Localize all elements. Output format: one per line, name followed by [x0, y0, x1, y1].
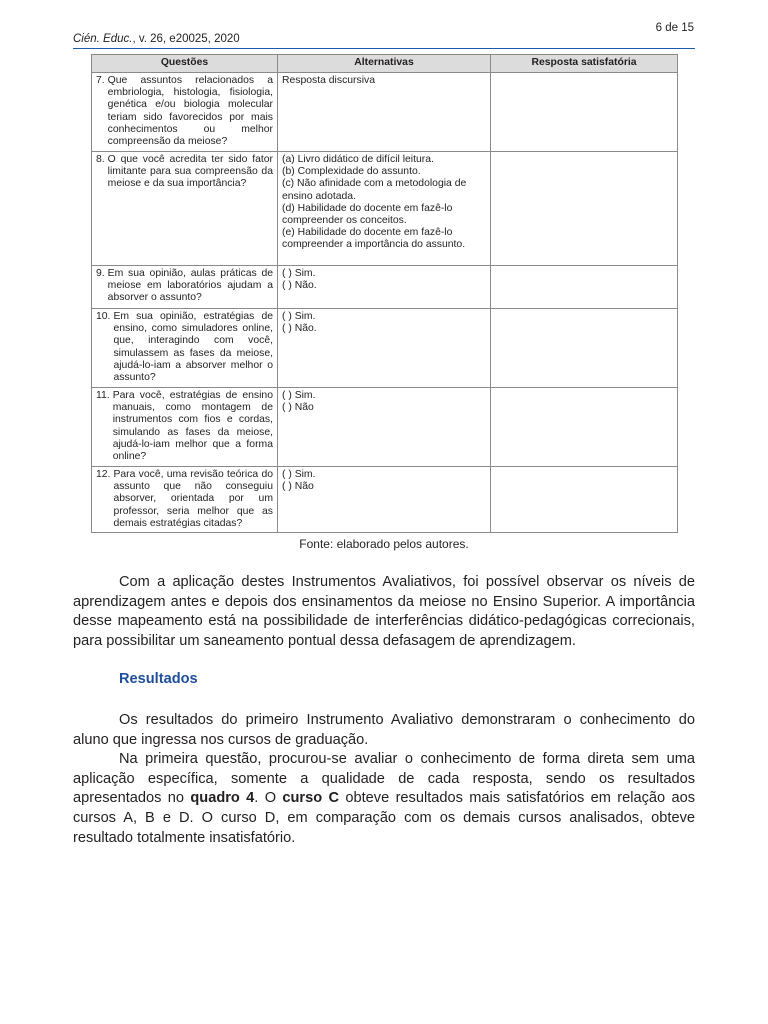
- alternative-item: ( ) Não.: [282, 280, 317, 292]
- course-reference: curso C: [282, 790, 340, 807]
- question-text: Que assuntos relacionados a embriologia, histologia, fisiologia, genética e/ou biologia molecular teriam sido favorecidos por mais conhecimentos ou melhor compreensão da meiose?: [107, 75, 273, 148]
- alternatives-cell: [278, 152, 491, 266]
- answer-cell: [491, 467, 678, 533]
- paragraph-text: Os resultados do primeiro Instrumento Avaliativo demonstraram o conhecimento do aluno que ingressa nos cursos de graduação.: [73, 712, 695, 748]
- alternatives-cell: [278, 73, 491, 152]
- paragraph-segment: obteve resultados mais satisfatórios em relação aos cursos A, B e D. O curso D, em comparação com os demais cursos analisados, obteve resultado totalmente insatisfatório.: [73, 790, 695, 846]
- alternative-item: ( ) Não: [282, 402, 314, 414]
- alternative-item: ( ) Sim.: [282, 469, 316, 480]
- alternatives-cell: [278, 309, 491, 388]
- question-text: Em sua opinião, aulas práticas de meiose em laboratórios ajudam a absorver o assunto?: [107, 268, 273, 304]
- question-cell: [92, 152, 278, 266]
- paragraph-text: [73, 750, 695, 848]
- question-text: O que você acredita ter sido fator limitante para sua compreensão da meiose e da sua importância?: [107, 154, 273, 190]
- alternatives-cell: [278, 388, 491, 467]
- header-divider: [73, 48, 695, 49]
- question-cell: [92, 73, 278, 152]
- journal-title: Cién. Educ.: [73, 33, 133, 45]
- alternative-item: ( ) Não.: [282, 323, 317, 335]
- answer-cell: [491, 309, 678, 388]
- alternative-item: (a) Livro didático de difícil leitura.: [282, 154, 434, 165]
- table-header-row: [92, 55, 678, 73]
- question-number: 12.: [96, 469, 111, 480]
- answer-cell: [491, 388, 678, 467]
- alternative-item: (d) Habilidade do docente em fazê-lo compreender os conceitos.: [282, 202, 453, 227]
- alternative-item: (c) Não afinidade com a metodologia de ensino adotada.: [282, 178, 467, 202]
- paragraph-segment: . O: [254, 790, 283, 807]
- page-number: 6 de 15: [655, 22, 694, 34]
- question-cell: [92, 467, 278, 533]
- alternative-item: (e) Habilidade do docente em fazê-lo compreender a importância do assunto.: [282, 227, 466, 251]
- table-row: [92, 152, 678, 266]
- question-text: Para você, estratégias de ensino manuais, como montagem de instrumentos com fios e cordas, simulando as fases da meiose, ajudá-lo-iam melhor que a forma online?: [112, 390, 273, 463]
- alternative-item: ( ) Sim.: [282, 311, 316, 322]
- quadro-reference: quadro 4: [190, 790, 255, 807]
- question-number: 9.: [96, 268, 105, 279]
- alternative-item: (b) Complexidade do assunto.: [282, 166, 421, 178]
- table-caption: Fonte: elaborado pelos autores.: [299, 537, 469, 551]
- alternative-item: ( ) Sim.: [282, 268, 316, 279]
- question-text: Em sua opinião, estratégias de ensino, como simuladores online, que, interagindo com você, simulassem as fases da meiose, ajudá-lo-iam a absorver melhor o assunto?: [113, 311, 273, 384]
- journal-citation: [73, 33, 240, 45]
- question-cell: [92, 266, 278, 309]
- alternatives-cell: [278, 467, 491, 533]
- question-number: 10.: [96, 311, 111, 322]
- paragraph-text: Com a aplicação destes Instrumentos Avaliativos, foi possível observar os níveis de aprendizagem antes e depois dos ensinamentos da meiose no Ensino Superior. A importância desse mapeamento está na possibilidade de interferências didático-pedagógicas correcionais, para possibilitar um saneamento pontual dessa defasagem de aprendizagem.: [73, 574, 695, 649]
- question-cell: [92, 388, 278, 467]
- question-number: 11.: [96, 390, 110, 401]
- answer-cell: [491, 152, 678, 266]
- paragraph-segment: Na primeira questão, procurou-se avaliar o conhecimento de forma direta sem uma aplicação específica, somente a qualidade de cada resposta, sendo os resultados apresentados no: [73, 751, 695, 807]
- body-paragraph-1: [73, 573, 695, 651]
- header-questoes: Questões: [92, 55, 278, 73]
- table-row: [92, 467, 678, 533]
- alternatives-cell: [278, 266, 491, 309]
- question-number: 8.: [96, 154, 105, 165]
- alternative-item: ( ) Sim.: [282, 390, 316, 401]
- question-number: 7.: [96, 75, 105, 86]
- questionnaire-table: [91, 54, 678, 533]
- answer-cell: [491, 266, 678, 309]
- question-text: Para você, uma revisão teórica do assunto que não conseguiu absorver, orientada por um professor, seria melhor que as demais estratégias citadas?: [113, 469, 273, 529]
- section-heading-resultados: Resultados: [119, 671, 198, 687]
- alternative-item: Resposta discursiva: [282, 75, 375, 86]
- table-row: [92, 388, 678, 467]
- body-paragraphs-results: [73, 711, 695, 848]
- journal-volume: , v. 26, e20025, 2020: [132, 33, 240, 45]
- header-resposta: Resposta satisfatória: [491, 55, 678, 73]
- question-cell: [92, 309, 278, 388]
- table-row: [92, 73, 678, 152]
- header-alternativas: Alternativas: [278, 55, 491, 73]
- table-row: [92, 309, 678, 388]
- answer-cell: [491, 73, 678, 152]
- table-row: [92, 266, 678, 309]
- alternative-item: ( ) Não: [282, 481, 314, 493]
